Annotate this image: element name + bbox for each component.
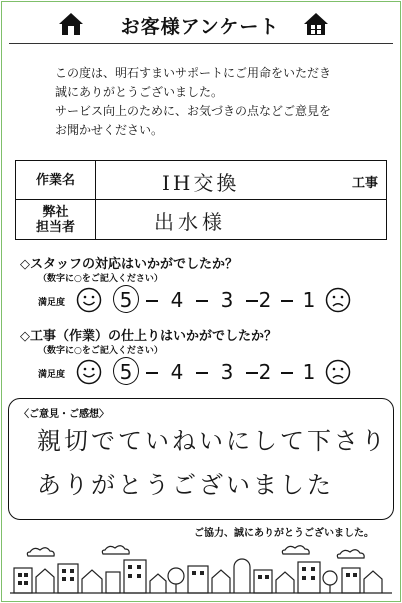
thanks-text: ご協力、誠にありがとうございました。	[194, 528, 374, 539]
townscape-illustration	[0, 538, 402, 600]
scale-dash	[146, 300, 158, 302]
question-staff: ◇スタッフの対応はいかがでしたか？	[20, 257, 238, 272]
smile-face-icon	[76, 359, 102, 385]
house-icon	[303, 12, 329, 36]
staff-label: 弊社 担当者	[16, 200, 96, 239]
comment-text: ありがとうございました	[37, 471, 334, 499]
rating-option[interactable]: 4	[170, 288, 184, 312]
comment-box[interactable]	[8, 398, 394, 520]
scale-label: 満足度	[38, 298, 66, 308]
rating-option[interactable]: 2	[258, 360, 272, 384]
rating-scale-work	[0, 358, 402, 388]
intro-line: 誠にありがとうございました。	[55, 85, 224, 99]
rating-option[interactable]: 2	[258, 288, 272, 312]
staff-value[interactable]: 出水様	[154, 210, 226, 234]
comment-text: 親切でていねいにして下さり	[37, 427, 388, 455]
scale-dash	[281, 372, 293, 374]
scale-dash	[281, 300, 293, 302]
question-note: （数字に○をご記入ください）	[38, 274, 163, 284]
smile-face-icon	[76, 287, 102, 313]
question-work: ◇工事（作業）の仕上りはいかがでしたか？	[20, 329, 277, 344]
question-note: （数字に○をご記入ください）	[38, 346, 163, 356]
rating-option[interactable]: 1	[302, 288, 316, 312]
intro-text	[55, 64, 375, 140]
scale-label: 満足度	[38, 370, 66, 380]
rating-scale-staff	[0, 286, 402, 316]
scale-dash	[196, 372, 208, 374]
header	[0, 0, 402, 50]
intro-line: お聞かせください。	[55, 123, 164, 137]
sad-face-icon	[325, 287, 351, 313]
work-row	[16, 161, 386, 200]
intro-line: この度は、明石すまいサポートにご用命をいただき	[55, 66, 332, 80]
rating-option[interactable]: 5	[119, 360, 133, 384]
sad-face-icon	[325, 359, 351, 385]
rating-option[interactable]: 3	[220, 288, 234, 312]
rating-option[interactable]: 4	[170, 360, 184, 384]
rating-option[interactable]: 1	[302, 360, 316, 384]
title-divider	[9, 43, 393, 44]
scale-dash	[146, 372, 158, 374]
intro-line: サービス向上のために、お気づきの点などご意見を	[55, 104, 332, 118]
scale-dash	[196, 300, 208, 302]
comment-label: 〈ご意見・ご感想〉	[19, 409, 109, 420]
work-value[interactable]: IH交換	[162, 171, 240, 195]
page-title: お客様アンケート	[120, 16, 280, 38]
rating-option[interactable]: 3	[220, 360, 234, 384]
staff-row	[16, 200, 386, 239]
work-label: 作業名	[16, 161, 96, 199]
house-icon	[58, 12, 84, 36]
rating-option[interactable]: 5	[119, 288, 133, 312]
info-table	[15, 160, 387, 240]
work-suffix: 工事	[351, 176, 378, 191]
